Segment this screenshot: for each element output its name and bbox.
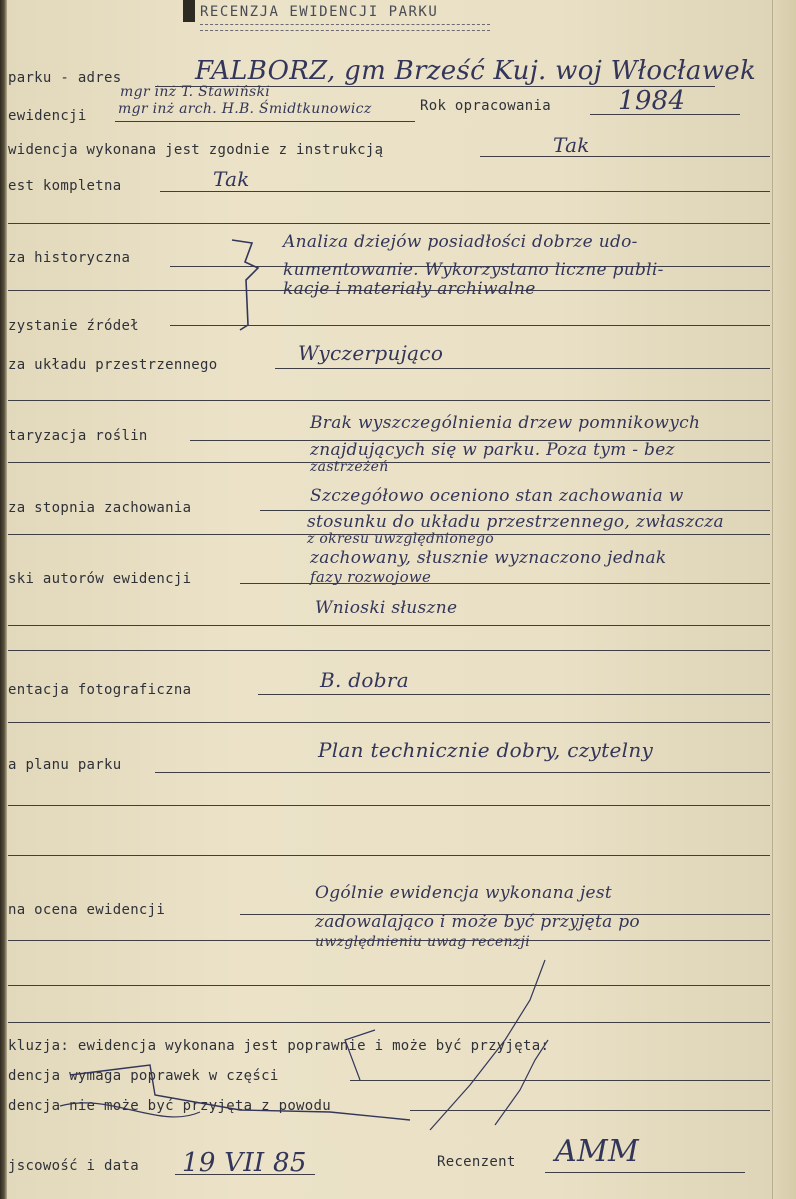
form-title: RECENZJA EWIDENCJI PARKU [200,4,439,20]
label-park-address: parku - adres [8,70,122,86]
hw-preservation-1: Szczegółowo oceniono stan zachowania w [310,486,684,506]
label-reviewer: Recenzent [437,1154,516,1170]
label-historical: za historyczna [8,250,131,266]
hw-plants-1: Brak wyszczególnienia drzew pomnikowych [310,413,701,433]
label-sources: zystanie źródeł [8,318,139,334]
hw-conclusions-2: fazy rozwojowe [310,568,432,586]
hw-overall-1: Ogólnie ewidencja wykonana jest [315,883,613,903]
hw-plants-2: znajdujących się w parku. Poza tym - bez [310,440,675,460]
label-conclusion-2: dencja wymaga poprawek w części [8,1068,279,1084]
hw-address: FALBORZ, gm Brześć Kuj. woj Włocławek [195,56,757,86]
label-conclusion-3: dencja nie może być przyjęta z powodu [8,1098,331,1114]
label-plan: a planu parku [8,757,122,773]
hw-date: 19 VII 85 [182,1148,307,1178]
label-conclusion-1: kluzja: ewidencja wykonana jest poprawnie i może być przyjęta: [8,1038,550,1054]
label-plants: taryzacja roślin [8,428,148,444]
hw-historical-3: kacje i materiały archiwalne [283,279,536,299]
label-completeness: est kompletna [8,178,122,194]
hw-photo: B. dobra [320,668,409,692]
hw-conclusions-3: Wnioski słuszne [315,598,458,618]
hw-plants-3: zastrzeżeń [310,459,389,475]
label-place-date: jscowość i data [8,1158,139,1174]
hw-author-2: mgr inż arch. H.B. Śmidtkunowicz [118,101,372,117]
hw-overall-3: uwzględnieniu uwag recenzji [315,934,530,950]
label-preservation: za stopnia zachowania [8,500,192,516]
hw-conformity: Tak [553,133,590,157]
hw-overall-2: zadowalająco i może być przyjęta po [315,912,640,932]
hw-year: 1984 [618,86,686,116]
hw-preservation-3: z okresu uwzględnionego [307,531,494,547]
hw-author-1: mgr inż T. Stawiński [120,84,271,100]
hw-completeness: Tak [213,167,250,191]
label-conclusions: ski autorów ewidencji [8,571,192,587]
label-conformity: widencja wykonana jest zgodnie z instrukcją [8,142,384,158]
label-overall: na ocena ewidencji [8,902,166,918]
hw-plan: Plan technicznie dobry, czytelny [318,738,654,762]
label-year: Rok opracowania [420,98,551,114]
label-spatial: za układu przestrzennego [8,357,218,373]
hw-spatial: Wyczerpująco [298,341,444,365]
label-photo: entacja fotograficzna [8,682,192,698]
label-evidence-authors: ewidencji [8,108,87,124]
hw-signature: AMM [555,1134,640,1169]
hw-historical-2: kumentowanie. Wykorzystano liczne publi- [283,260,664,280]
line-reviewer [545,1172,745,1173]
hw-conclusions-1: zachowany, słusznie wyznaczono jednak [310,548,667,568]
hw-historical-1: Analiza dziejów posiadłości dobrze udo- [283,232,638,252]
hw-preservation-2: stosunku do układu przestrzennego, zwłaszcza [307,512,724,532]
